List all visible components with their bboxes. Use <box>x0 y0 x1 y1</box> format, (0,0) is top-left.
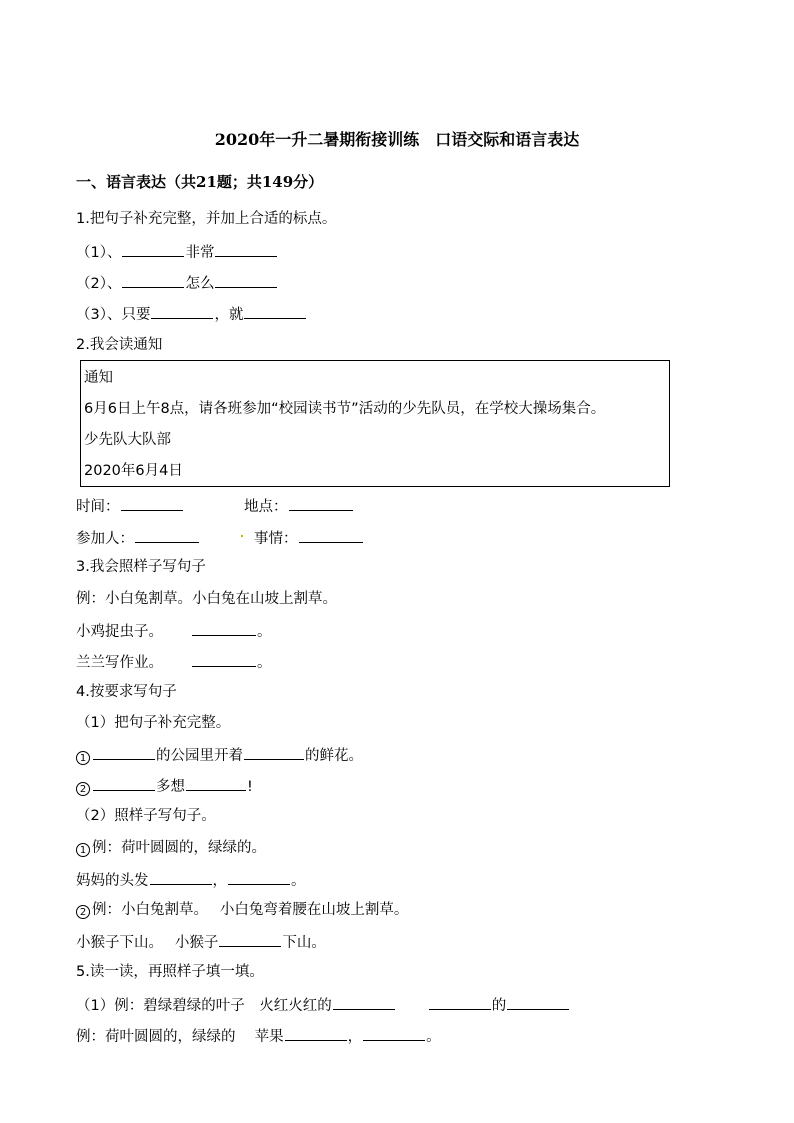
place-field <box>244 496 354 516</box>
answer-blank[interactable] <box>299 528 363 543</box>
q1-l3-prefix: （3）、只要 <box>76 307 151 323</box>
answer-blank[interactable] <box>219 932 281 947</box>
time-label: 时间： <box>76 499 120 515</box>
q1-l3-word: ，就 <box>214 307 244 323</box>
answer-blank[interactable] <box>285 1026 347 1041</box>
circled-number: 2 <box>76 782 90 796</box>
question-1-stem: 1.把句子补充完整，并加上合适的标点。 <box>76 211 337 227</box>
answer-blank[interactable] <box>244 745 304 760</box>
circled-number: 1 <box>76 843 90 857</box>
question-3-stem: 3.我会照样子写句子 <box>76 559 206 575</box>
notice-sender: 少先队大队部 <box>84 432 171 448</box>
circled-number: 2 <box>76 905 90 919</box>
q4-c2-text: 多想 <box>156 779 185 795</box>
notice-body: 6月6日上午8点，请各班参加“校园读书节”活动的少先队员，在学校大操场集合。 <box>84 401 606 417</box>
q4-ex2-end: 下山。 <box>282 935 326 951</box>
time-field <box>76 496 184 516</box>
answer-blank[interactable] <box>363 1026 425 1041</box>
answer-blank[interactable] <box>93 745 155 760</box>
question-4-example-1 <box>76 839 266 857</box>
question-4-example-1-answer <box>76 870 306 890</box>
question-1-line-2 <box>76 273 278 293</box>
answer-blank[interactable] <box>186 776 246 791</box>
people-label: 参加人： <box>76 531 134 547</box>
question-4-item-1 <box>76 745 363 765</box>
q5-l2-text: 例：荷叶圆圆的，绿绿的 苹果 <box>76 1029 284 1045</box>
answer-blank[interactable] <box>151 304 213 319</box>
notice-heading: 通知 <box>84 370 113 386</box>
q1-l1-word: 非常 <box>185 245 215 261</box>
answer-blank[interactable] <box>215 242 277 257</box>
answer-blank[interactable] <box>507 995 569 1010</box>
place-label: 地点： <box>244 499 288 515</box>
q4-c1-text: 的公园里开着 <box>156 748 243 764</box>
notice-box <box>80 360 670 487</box>
question-4-item-2 <box>76 776 253 796</box>
answer-blank[interactable] <box>150 870 212 885</box>
question-3-sentence-1 <box>76 621 272 641</box>
notice-date: 2020年6月4日 <box>84 463 183 479</box>
q1-l2-word: 怎么 <box>185 276 215 292</box>
q5-l1-de: 的 <box>491 998 507 1014</box>
event-field <box>254 528 364 548</box>
period: 。 <box>257 624 272 640</box>
period: 。 <box>257 655 272 671</box>
period: 。 <box>426 1029 441 1045</box>
q4-ex1-text: 例：荷叶圆圆的，绿绿的。 <box>92 840 266 856</box>
people-field <box>76 528 200 548</box>
comma: ， <box>347 1029 363 1045</box>
question-5-stem: 5.读一读，再照样子填一填。 <box>76 964 264 980</box>
q5-l1-text: （1）例：碧绿碧绿的叶子 火红火红的 <box>76 998 332 1014</box>
question-4-example-2-answer <box>76 932 326 952</box>
q1-l1-prefix: （1）、 <box>76 245 122 261</box>
question-4-part-2: （2）照样子写句子。 <box>76 808 216 824</box>
answer-blank[interactable] <box>93 776 155 791</box>
answer-blank[interactable] <box>228 870 290 885</box>
q4-c2-end: ! <box>247 779 253 795</box>
stray-mark <box>241 535 243 537</box>
question-1-line-3 <box>76 304 307 324</box>
question-4-example-2 <box>76 901 408 919</box>
answer-blank[interactable] <box>244 304 306 319</box>
question-4-part-1: （1）把句子补充完整。 <box>76 715 231 731</box>
answer-blank[interactable] <box>215 273 277 288</box>
question-3-sentence-2 <box>76 652 272 672</box>
q3-s1-text: 小鸡捉虫子。 <box>76 624 163 640</box>
section-heading: 一、语言表达（共21题；共149分） <box>76 173 324 191</box>
circled-number: 1 <box>76 751 90 765</box>
comma: ， <box>212 873 227 889</box>
answer-blank[interactable] <box>192 621 256 636</box>
answer-blank[interactable] <box>121 496 183 511</box>
q4-ex1-prompt: 妈妈的头发 <box>76 873 149 889</box>
answer-blank[interactable] <box>289 496 353 511</box>
question-1-line-1 <box>76 242 278 262</box>
answer-blank[interactable] <box>135 528 199 543</box>
q3-s2-text: 兰兰写作业。 <box>76 655 163 671</box>
question-4-stem: 4.按要求写句子 <box>76 684 177 700</box>
document-title: 2020年一升二暑期衔接训练 口语交际和语言表达 <box>214 130 580 149</box>
q1-l2-prefix: （2）、 <box>76 276 122 292</box>
answer-blank[interactable] <box>122 273 184 288</box>
q4-ex2-prompt: 小猴子下山。 小猴子 <box>76 935 219 951</box>
answer-blank[interactable] <box>122 242 184 257</box>
answer-blank[interactable] <box>429 995 491 1010</box>
question-5-line-2 <box>76 1026 441 1046</box>
answer-blank[interactable] <box>333 995 395 1010</box>
period: 。 <box>291 873 306 889</box>
q4-c1-end: 的鲜花。 <box>305 748 363 764</box>
question-5-line-1 <box>76 995 570 1015</box>
answer-blank[interactable] <box>192 652 256 667</box>
question-3-example: 例：小白兔割草。小白兔在山坡上割草。 <box>76 591 337 607</box>
question-2-stem: 2.我会读通知 <box>76 337 163 353</box>
event-label: 事情： <box>254 531 298 547</box>
q4-ex2-text: 例：小白兔割草。 小白兔弯着腰在山坡上割草。 <box>92 902 409 918</box>
